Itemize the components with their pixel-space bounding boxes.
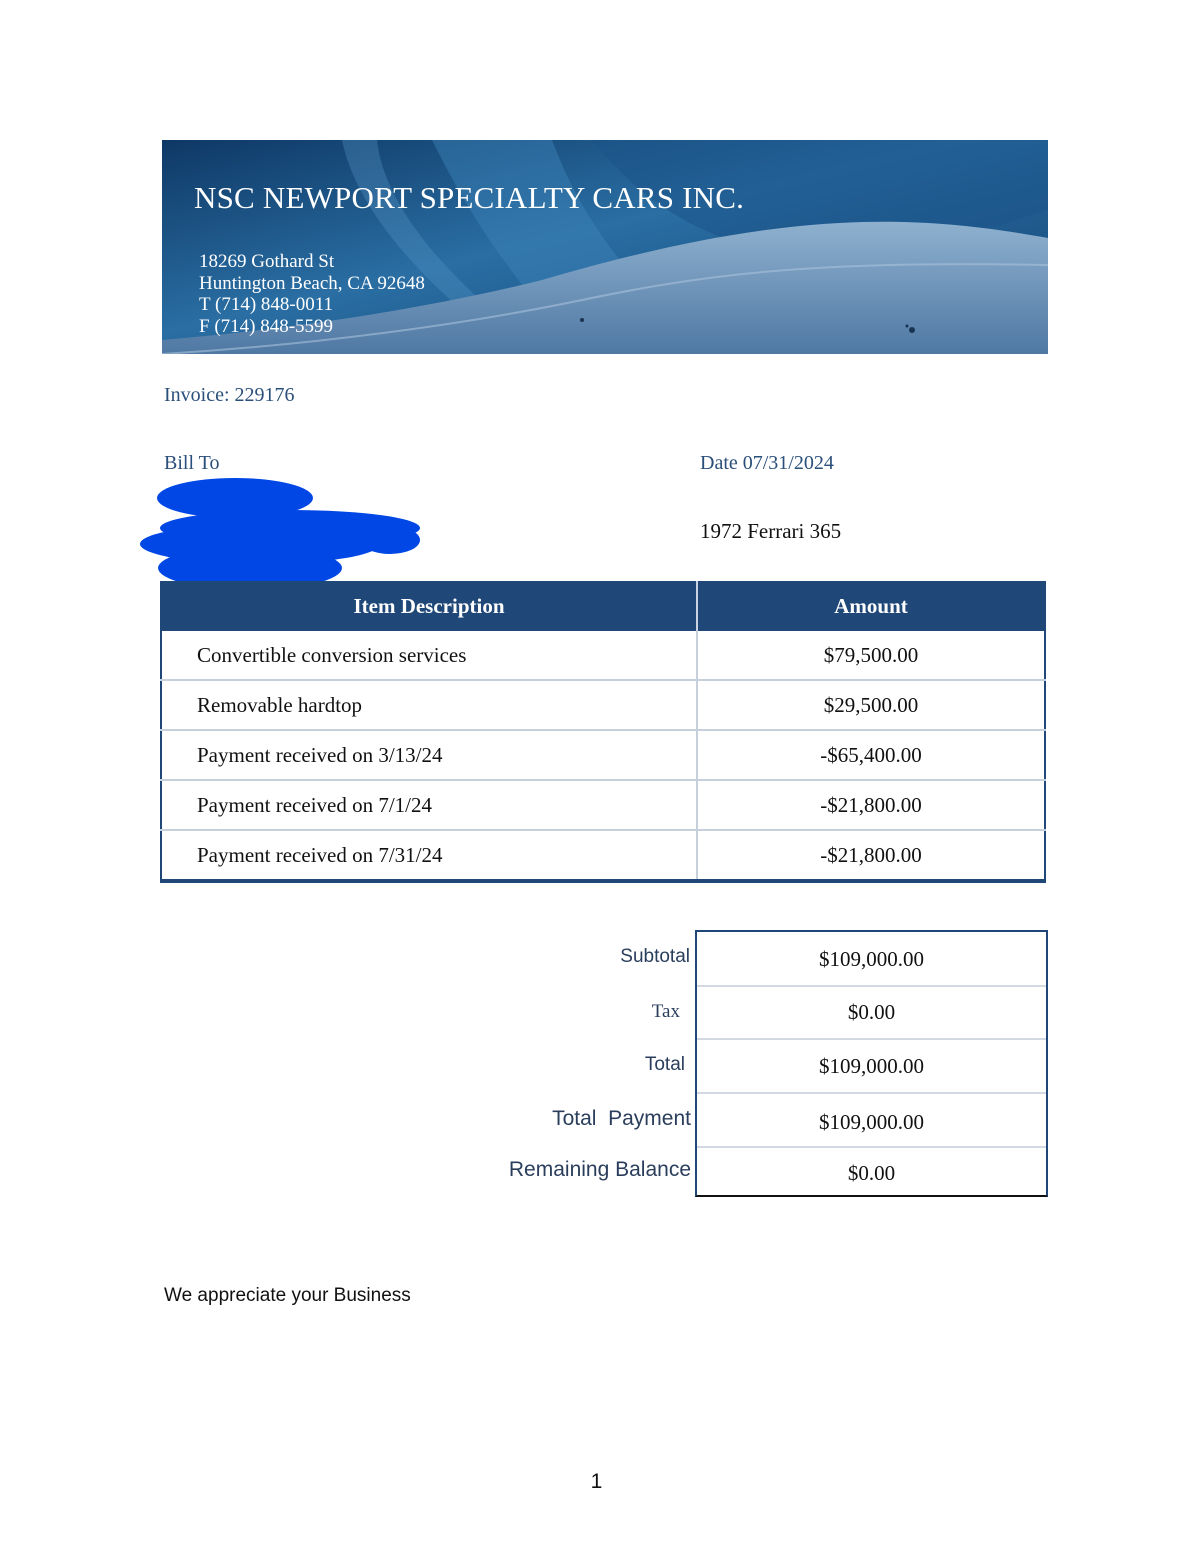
item-amount: -$21,800.00 (697, 830, 1045, 881)
header-item-description: Item Description (161, 581, 697, 631)
address-phone: T (714) 848-0011 (199, 294, 334, 315)
page-number: 1 (590, 1470, 603, 1493)
remaining-balance-value: $0.00 (847, 1161, 896, 1185)
subtotal-value: $109,000.00 (819, 947, 924, 971)
table-row (161, 631, 1045, 680)
tax-label: Tax (651, 1001, 680, 1022)
table-row (161, 680, 1045, 730)
item-amount: -$65,400.00 (697, 730, 1045, 780)
invoice-date: Date 07/31/2024 (700, 452, 834, 474)
thank-you-note: We appreciate your Business (164, 1285, 411, 1306)
item-description: Payment received on 7/31/24 (161, 830, 697, 881)
summary-divider (697, 985, 1046, 987)
header-amount: Amount (697, 581, 1045, 631)
total-value: $109,000.00 (819, 1054, 924, 1078)
total-payment-label: Total Payment (552, 1107, 691, 1130)
item-amount: -$21,800.00 (697, 780, 1045, 830)
header-banner (162, 140, 1048, 354)
table-row (161, 780, 1045, 830)
summary-divider (697, 1146, 1046, 1148)
table-row (161, 830, 1045, 881)
invoice-number: Invoice: 229176 (164, 384, 295, 406)
summary-box (695, 930, 1048, 1197)
item-description: Convertible conversion services (161, 631, 697, 680)
subtotal-label: Subtotal (620, 946, 690, 967)
summary-divider (697, 1038, 1046, 1040)
bill-to-label: Bill To (164, 452, 220, 474)
total-payment-value: $109,000.00 (819, 1110, 924, 1134)
redaction-mark (140, 476, 430, 594)
summary-divider (697, 1092, 1046, 1094)
item-description: Payment received on 7/1/24 (161, 780, 697, 830)
item-amount: $79,500.00 (823, 642, 919, 667)
address-fax: F (714) 848-5599 (199, 315, 334, 337)
tax-value: $0.00 (847, 1000, 896, 1024)
vehicle-description: 1972 Ferrari 365 (700, 519, 842, 543)
company-name: NSC NEWPORT SPECIALTY CARS INC. (194, 180, 745, 215)
table-row (161, 730, 1045, 780)
company-address (199, 251, 425, 337)
total-label: Total (644, 1054, 685, 1075)
item-amount: $29,500.00 (697, 680, 1045, 730)
item-description: Payment received on 3/13/24 (161, 730, 697, 780)
items-table (160, 581, 1046, 883)
address-street: 18269 Gothard St (199, 251, 335, 272)
address-city: Huntington Beach, CA 92648 (199, 272, 425, 294)
item-description: Removable hardtop (161, 680, 697, 730)
items-header-row (161, 581, 1045, 631)
remaining-balance-label: Remaining Balance (508, 1158, 691, 1181)
